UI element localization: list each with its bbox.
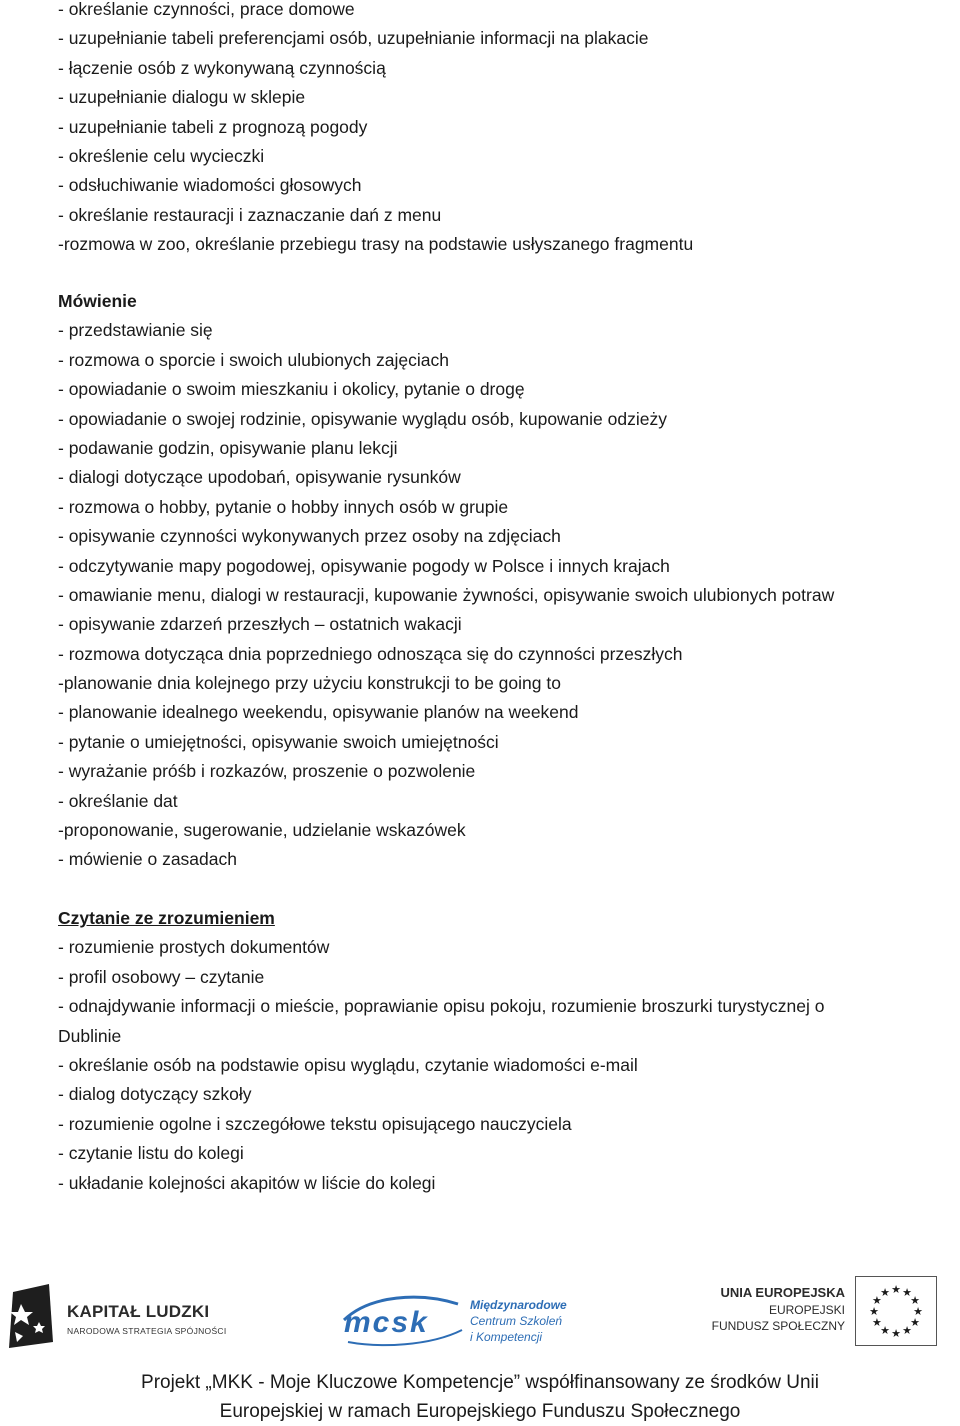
kapital-ludzki-emblem-icon bbox=[5, 1282, 57, 1352]
list-item: - określanie dat bbox=[58, 790, 178, 811]
eu-fund-label bbox=[700, 1284, 845, 1334]
kapital-ludzki-title: KAPITAŁ LUDZKI bbox=[67, 1302, 210, 1321]
project-info bbox=[0, 1368, 960, 1426]
section-heading-speaking: Mówienie bbox=[58, 291, 137, 311]
list-item: - odsłuchiwanie wiadomości głosowych bbox=[58, 175, 362, 196]
list-item: - uzupełnianie tabeli z prognozą pogody bbox=[58, 116, 368, 137]
list-item: - profil osobowy – czytanie bbox=[58, 966, 265, 987]
mcsk-name-line1: Międzynarodowe bbox=[470, 1298, 567, 1312]
listening-list bbox=[58, 0, 938, 260]
list-item: - rozmowa o hobby, pytanie o hobby innych osób w grupie bbox=[58, 496, 509, 517]
eu-star-icon: ★ bbox=[869, 1306, 879, 1318]
eu-star-icon: ★ bbox=[891, 1328, 901, 1340]
list-item: - rozumienie prostych dokumentów bbox=[58, 937, 330, 958]
eu-star-icon: ★ bbox=[902, 1325, 912, 1338]
mcsk-logo bbox=[340, 1290, 600, 1360]
list-item: - określanie osób na podstawie opisu wyglądu, czytanie wiadomości e-mail bbox=[58, 1054, 638, 1075]
footer-logos bbox=[0, 1262, 960, 1372]
eu-star-icon: ★ bbox=[872, 1295, 882, 1307]
eu-star-icon: ★ bbox=[902, 1286, 912, 1299]
eu-fund-line2: FUNDUSZ SPOŁECZNY bbox=[711, 1319, 845, 1333]
speaking-section bbox=[58, 287, 938, 875]
list-item: - pytanie o umiejętności, opisywanie swoich umiejętności bbox=[58, 731, 499, 752]
list-item: - odnajdywanie informacji o mieście, poprawianie opisu pokoju, rozumienie broszurki turystycznej o bbox=[58, 996, 825, 1017]
list-item: - określanie czynności, prace domowe bbox=[58, 0, 355, 19]
list-item: - mówienie o zasadach bbox=[58, 849, 237, 870]
list-item: - opowiadanie o swojej rodzinie, opisywanie wyglądu osób, kupowanie odzieży bbox=[58, 408, 667, 429]
eu-flag-icon bbox=[855, 1276, 937, 1346]
list-item: - rozmowa dotycząca dnia poprzedniego odnosząca się do czynności przeszłych bbox=[58, 643, 683, 664]
list-item: - uzupełnianie dialogu w sklepie bbox=[58, 87, 306, 108]
mcsk-name-line2: Centrum Szkoleń bbox=[470, 1314, 563, 1328]
list-item: - czytanie listu do kolegi bbox=[58, 1143, 244, 1164]
eu-star-icon: ★ bbox=[880, 1286, 890, 1299]
list-item: -proponowanie, sugerowanie, udzielanie wskazówek bbox=[58, 820, 466, 841]
eu-union-label: UNIA EUROPEJSKA bbox=[720, 1285, 845, 1300]
mcsk-wordmark: mcsk bbox=[344, 1306, 429, 1339]
project-line-2: Europejskiej w ramach Europejskiego Funduszu Społecznego bbox=[219, 1401, 741, 1422]
list-item: - opowiadanie o swoim mieszkaniu i okolicy, pytanie o drogę bbox=[58, 379, 525, 400]
list-item: - określanie restauracji i zaznaczanie dań z menu bbox=[58, 204, 442, 225]
list-item: - rozmowa o sporcie i swoich ulubionych zajęciach bbox=[58, 349, 450, 370]
eu-star-icon: ★ bbox=[913, 1306, 923, 1318]
list-item: - wyrażanie próśb i rozkazów, proszenie o pozwolenie bbox=[58, 761, 476, 782]
section-heading-reading: Czytanie ze zrozumieniem bbox=[58, 908, 275, 928]
list-item: - odczytywanie mapy pogodowej, opisywanie pogody w Polsce i innych krajach bbox=[58, 555, 670, 576]
kapital-ludzki-logo bbox=[5, 1282, 235, 1352]
list-item: -planowanie dnia kolejnego przy użyciu konstrukcji to be going to bbox=[58, 673, 561, 694]
list-item: Dublinie bbox=[58, 1025, 122, 1046]
eu-star-icon: ★ bbox=[880, 1325, 890, 1338]
list-item: - podawanie godzin, opisywanie planu lekcji bbox=[58, 437, 398, 458]
list-item: - opisywanie czynności wykonywanych przez osoby na zdjęciach bbox=[58, 526, 561, 547]
list-item: - łączenie osób z wykonywaną czynnością bbox=[58, 57, 386, 78]
list-item: - dialogi dotyczące upodobań, opisywanie rysunków bbox=[58, 467, 461, 488]
list-item: - dialog dotyczący szkoły bbox=[58, 1084, 252, 1105]
kapital-ludzki-subtitle: NARODOWA STRATEGIA SPÓJNOŚCI bbox=[67, 1326, 227, 1336]
list-item: - określenie celu wycieczki bbox=[58, 145, 265, 166]
eu-star-icon: ★ bbox=[872, 1317, 882, 1329]
eu-star-icon: ★ bbox=[910, 1295, 920, 1307]
eu-star-icon: ★ bbox=[910, 1317, 920, 1329]
list-item: -rozmowa w zoo, określanie przebiegu trasy na podstawie usłyszanego fragmentu bbox=[58, 234, 694, 255]
eu-star-icon: ★ bbox=[891, 1284, 901, 1296]
list-item: - przedstawianie się bbox=[58, 320, 213, 341]
list-item: - planowanie idealnego weekendu, opisywanie planów na weekend bbox=[58, 702, 579, 723]
reading-section bbox=[58, 904, 938, 1198]
project-line-1: Projekt „MKK - Moje Kluczowe Kompetencje” współfinansowany ze środków Unii bbox=[141, 1372, 819, 1393]
mcsk-name-line3: i Kompetencji bbox=[470, 1330, 543, 1344]
list-item: - opisywanie zdarzeń przeszłych – ostatnich wakacji bbox=[58, 614, 462, 635]
list-item: - uzupełnianie tabeli preferencjami osób, uzupełnianie informacji na plakacie bbox=[58, 28, 649, 49]
list-item: - rozumienie ogolne i szczegółowe tekstu opisującego nauczyciela bbox=[58, 1113, 572, 1134]
eu-fund-line1: EUROPEJSKI bbox=[768, 1303, 845, 1317]
list-item: - układanie kolejności akapitów w liście do kolegi bbox=[58, 1172, 436, 1193]
list-item: - omawianie menu, dialogi w restauracji, kupowanie żywności, opisywanie swoich ulubionych potraw bbox=[58, 584, 835, 605]
